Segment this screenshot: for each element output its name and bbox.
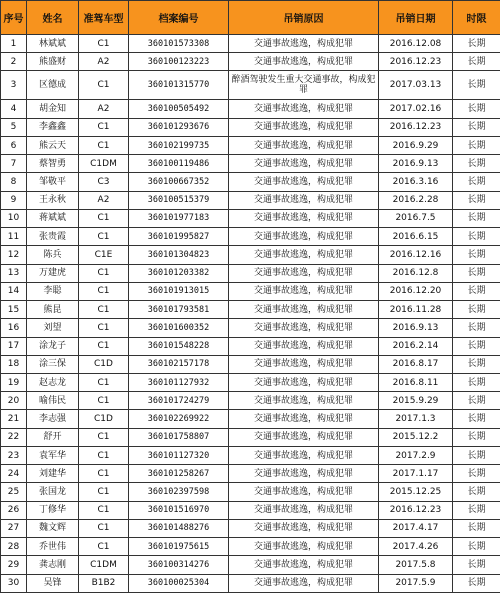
cell-name: 乔世伟	[27, 538, 79, 556]
cell-index: 22	[1, 428, 27, 446]
cell-file-no: 360101127932	[129, 373, 229, 391]
cell-license-type: C1	[79, 35, 129, 53]
cell-reason: 交通事故逃逸，构成犯罪	[229, 519, 379, 537]
cell-duration: 长期	[453, 319, 500, 337]
cell-file-no: 360101793581	[129, 301, 229, 319]
cell-duration: 长期	[453, 483, 500, 501]
cell-license-type: A2	[79, 53, 129, 71]
cell-duration: 长期	[453, 501, 500, 519]
cell-index: 7	[1, 155, 27, 173]
table-row	[1, 301, 500, 319]
cell-duration: 长期	[453, 136, 500, 154]
cell-index: 26	[1, 501, 27, 519]
cell-file-no: 360101913015	[129, 282, 229, 300]
cell-duration: 长期	[453, 209, 500, 227]
cell-date: 2016.7.5	[379, 209, 453, 227]
cell-reason: 醉酒驾驶发生重大交通事故，构成犯罪	[229, 71, 379, 100]
cell-index: 30	[1, 574, 27, 592]
cell-date: 2016.12.23	[379, 53, 453, 71]
cell-license-type: C1	[79, 501, 129, 519]
table-row	[1, 501, 500, 519]
cell-reason: 交通事故逃逸，构成犯罪	[229, 556, 379, 574]
cell-name: 舒开	[27, 428, 79, 446]
cell-name: 邹敬平	[27, 173, 79, 191]
cell-reason: 交通事故逃逸，构成犯罪	[229, 428, 379, 446]
cell-license-type: C1	[79, 538, 129, 556]
cell-index: 8	[1, 173, 27, 191]
cell-index: 1	[1, 35, 27, 53]
cell-name: 刘建华	[27, 465, 79, 483]
cell-date: 2017.03.13	[379, 71, 453, 100]
cell-reason: 交通事故逃逸，构成犯罪	[229, 538, 379, 556]
cell-name: 吴锋	[27, 574, 79, 592]
cell-reason: 交通事故逃逸，构成犯罪	[229, 209, 379, 227]
cell-date: 2017.5.8	[379, 556, 453, 574]
cell-file-no: 360100505492	[129, 100, 229, 118]
cell-duration: 长期	[453, 191, 500, 209]
cell-reason: 交通事故逃逸，构成犯罪	[229, 282, 379, 300]
cell-name: 张贵霞	[27, 228, 79, 246]
cell-index: 9	[1, 191, 27, 209]
cell-index: 4	[1, 100, 27, 118]
table-row	[1, 118, 500, 136]
table-row	[1, 556, 500, 574]
cell-date: 2016.6.15	[379, 228, 453, 246]
cell-date: 2016.12.16	[379, 246, 453, 264]
header-license-type: 准驾车型	[79, 1, 129, 35]
cell-date: 2016.11.28	[379, 301, 453, 319]
cell-reason: 交通事故逃逸，构成犯罪	[229, 501, 379, 519]
cell-file-no: 360101516970	[129, 501, 229, 519]
table-row	[1, 538, 500, 556]
cell-index: 16	[1, 319, 27, 337]
cell-file-no: 360102269922	[129, 410, 229, 428]
cell-date: 2016.12.08	[379, 35, 453, 53]
table-row	[1, 173, 500, 191]
cell-reason: 交通事故逃逸，构成犯罪	[229, 228, 379, 246]
cell-date: 2016.2.14	[379, 337, 453, 355]
cell-date: 2015.9.29	[379, 392, 453, 410]
cell-name: 喻伟民	[27, 392, 79, 410]
cell-file-no: 360101600352	[129, 319, 229, 337]
header-name: 姓名	[27, 1, 79, 35]
cell-file-no: 360101293676	[129, 118, 229, 136]
cell-file-no: 360100515379	[129, 191, 229, 209]
cell-duration: 长期	[453, 173, 500, 191]
cell-reason: 交通事故逃逸，构成犯罪	[229, 246, 379, 264]
table-row	[1, 100, 500, 118]
cell-date: 2016.12.23	[379, 501, 453, 519]
cell-duration: 长期	[453, 446, 500, 464]
cell-duration: 长期	[453, 392, 500, 410]
cell-reason: 交通事故逃逸，构成犯罪	[229, 100, 379, 118]
cell-reason: 交通事故逃逸，构成犯罪	[229, 264, 379, 282]
table-row	[1, 574, 500, 592]
header-duration: 时限	[453, 1, 500, 35]
cell-index: 24	[1, 465, 27, 483]
cell-date: 2016.2.28	[379, 191, 453, 209]
cell-file-no: 360101258267	[129, 465, 229, 483]
cell-reason: 交通事故逃逸，构成犯罪	[229, 319, 379, 337]
cell-license-type: A2	[79, 191, 129, 209]
table-row	[1, 410, 500, 428]
cell-license-type: C1	[79, 428, 129, 446]
cell-license-type: C1	[79, 136, 129, 154]
cell-file-no: 360101548228	[129, 337, 229, 355]
cell-license-type: C1D	[79, 410, 129, 428]
cell-duration: 长期	[453, 428, 500, 446]
cell-name: 区德成	[27, 71, 79, 100]
cell-date: 2017.02.16	[379, 100, 453, 118]
cell-duration: 长期	[453, 373, 500, 391]
cell-index: 19	[1, 373, 27, 391]
cell-file-no: 360101315770	[129, 71, 229, 100]
cell-reason: 交通事故逃逸，构成犯罪	[229, 574, 379, 592]
cell-duration: 长期	[453, 519, 500, 537]
cell-license-type: C1	[79, 228, 129, 246]
cell-date: 2017.4.17	[379, 519, 453, 537]
header-row	[1, 1, 500, 35]
cell-duration: 长期	[453, 246, 500, 264]
cell-name: 丁修华	[27, 501, 79, 519]
cell-license-type: C1	[79, 118, 129, 136]
cell-reason: 交通事故逃逸，构成犯罪	[229, 35, 379, 53]
cell-file-no: 360102397598	[129, 483, 229, 501]
cell-license-type: C1	[79, 465, 129, 483]
cell-index: 10	[1, 209, 27, 227]
table-row	[1, 155, 500, 173]
table-row	[1, 209, 500, 227]
cell-name: 熊云天	[27, 136, 79, 154]
cell-reason: 交通事故逃逸，构成犯罪	[229, 355, 379, 373]
cell-index: 14	[1, 282, 27, 300]
cell-name: 涂龙子	[27, 337, 79, 355]
cell-reason: 交通事故逃逸，构成犯罪	[229, 410, 379, 428]
cell-reason: 交通事故逃逸，构成犯罪	[229, 392, 379, 410]
table-row	[1, 282, 500, 300]
cell-index: 28	[1, 538, 27, 556]
header-reason: 吊销原因	[229, 1, 379, 35]
cell-license-type: C1	[79, 483, 129, 501]
table-row	[1, 136, 500, 154]
cell-date: 2016.8.11	[379, 373, 453, 391]
cell-duration: 长期	[453, 118, 500, 136]
cell-license-type: A2	[79, 100, 129, 118]
table-row	[1, 446, 500, 464]
cell-file-no: 360102199735	[129, 136, 229, 154]
cell-file-no: 360101203382	[129, 264, 229, 282]
cell-duration: 长期	[453, 35, 500, 53]
cell-reason: 交通事故逃逸，构成犯罪	[229, 483, 379, 501]
cell-reason: 交通事故逃逸，构成犯罪	[229, 155, 379, 173]
cell-name: 熊昆	[27, 301, 79, 319]
cell-name: 袁军华	[27, 446, 79, 464]
cell-index: 6	[1, 136, 27, 154]
cell-reason: 交通事故逃逸，构成犯罪	[229, 301, 379, 319]
cell-duration: 长期	[453, 53, 500, 71]
cell-date: 2015.12.2	[379, 428, 453, 446]
cell-name: 刘望	[27, 319, 79, 337]
cell-license-type: C1	[79, 282, 129, 300]
cell-index: 20	[1, 392, 27, 410]
table-row	[1, 519, 500, 537]
cell-license-type: C1	[79, 392, 129, 410]
cell-name: 蒋斌斌	[27, 209, 79, 227]
cell-name: 龚志刚	[27, 556, 79, 574]
cell-file-no: 360101724279	[129, 392, 229, 410]
cell-duration: 长期	[453, 410, 500, 428]
cell-index: 5	[1, 118, 27, 136]
cell-duration: 长期	[453, 465, 500, 483]
cell-index: 23	[1, 446, 27, 464]
cell-file-no: 360101304823	[129, 246, 229, 264]
cell-duration: 长期	[453, 228, 500, 246]
table-row	[1, 246, 500, 264]
cell-date: 2017.1.17	[379, 465, 453, 483]
cell-duration: 长期	[453, 556, 500, 574]
cell-license-type: C1	[79, 319, 129, 337]
cell-date: 2016.9.13	[379, 155, 453, 173]
cell-index: 21	[1, 410, 27, 428]
cell-license-type: C1	[79, 71, 129, 100]
cell-license-type: C1DM	[79, 155, 129, 173]
cell-name: 王永秋	[27, 191, 79, 209]
cell-name: 张国龙	[27, 483, 79, 501]
cell-reason: 交通事故逃逸，构成犯罪	[229, 337, 379, 355]
cell-file-no: 360100025304	[129, 574, 229, 592]
table-row	[1, 428, 500, 446]
cell-reason: 交通事故逃逸，构成犯罪	[229, 446, 379, 464]
table-row	[1, 191, 500, 209]
cell-index: 15	[1, 301, 27, 319]
cell-date: 2015.12.25	[379, 483, 453, 501]
cell-name: 林斌斌	[27, 35, 79, 53]
cell-date: 2016.9.13	[379, 319, 453, 337]
cell-file-no: 360101975615	[129, 538, 229, 556]
cell-file-no: 360101127320	[129, 446, 229, 464]
cell-license-type: C1	[79, 373, 129, 391]
header-file-no: 档案编号	[129, 1, 229, 35]
cell-name: 李聪	[27, 282, 79, 300]
cell-file-no: 360101573308	[129, 35, 229, 53]
cell-duration: 长期	[453, 100, 500, 118]
cell-file-no: 360100123223	[129, 53, 229, 71]
cell-file-no: 360101488276	[129, 519, 229, 537]
cell-name: 涂三保	[27, 355, 79, 373]
cell-duration: 长期	[453, 355, 500, 373]
cell-index: 27	[1, 519, 27, 537]
header-date: 吊销日期	[379, 1, 453, 35]
cell-file-no: 360101758807	[129, 428, 229, 446]
cell-duration: 长期	[453, 282, 500, 300]
cell-date: 2016.3.16	[379, 173, 453, 191]
cell-duration: 长期	[453, 301, 500, 319]
table-row	[1, 337, 500, 355]
table-row	[1, 319, 500, 337]
cell-index: 17	[1, 337, 27, 355]
cell-index: 29	[1, 556, 27, 574]
cell-duration: 长期	[453, 71, 500, 100]
cell-license-type: C1DM	[79, 556, 129, 574]
cell-name: 蔡智勇	[27, 155, 79, 173]
cell-date: 2016.12.23	[379, 118, 453, 136]
table-row	[1, 53, 500, 71]
cell-file-no: 360101977183	[129, 209, 229, 227]
cell-index: 3	[1, 71, 27, 100]
table-row	[1, 392, 500, 410]
cell-file-no: 360100119486	[129, 155, 229, 173]
cell-license-type: B1B2	[79, 574, 129, 592]
table-row	[1, 71, 500, 100]
cell-date: 2017.1.3	[379, 410, 453, 428]
cell-index: 2	[1, 53, 27, 71]
cell-license-type: C1	[79, 301, 129, 319]
cell-index: 13	[1, 264, 27, 282]
table-row	[1, 483, 500, 501]
cell-duration: 长期	[453, 538, 500, 556]
cell-date: 2017.5.9	[379, 574, 453, 592]
table-row	[1, 355, 500, 373]
cell-license-type: C1	[79, 209, 129, 227]
cell-license-type: C1E	[79, 246, 129, 264]
table-row	[1, 373, 500, 391]
cell-duration: 长期	[453, 155, 500, 173]
cell-reason: 交通事故逃逸，构成犯罪	[229, 53, 379, 71]
cell-license-type: C1D	[79, 355, 129, 373]
cell-date: 2016.8.17	[379, 355, 453, 373]
cell-name: 李鑫鑫	[27, 118, 79, 136]
cell-file-no: 360100314276	[129, 556, 229, 574]
cell-duration: 长期	[453, 574, 500, 592]
cell-date: 2016.12.8	[379, 264, 453, 282]
cell-reason: 交通事故逃逸，构成犯罪	[229, 373, 379, 391]
table-row	[1, 228, 500, 246]
cell-date: 2016.9.29	[379, 136, 453, 154]
cell-license-type: C1	[79, 446, 129, 464]
table-row	[1, 465, 500, 483]
cell-name: 赵志龙	[27, 373, 79, 391]
cell-date: 2016.12.20	[379, 282, 453, 300]
table-row	[1, 264, 500, 282]
cell-index: 11	[1, 228, 27, 246]
cell-name: 熊盛财	[27, 53, 79, 71]
cell-name: 魏文辉	[27, 519, 79, 537]
cell-index: 25	[1, 483, 27, 501]
cell-name: 万建虎	[27, 264, 79, 282]
cell-reason: 交通事故逃逸，构成犯罪	[229, 191, 379, 209]
cell-reason: 交通事故逃逸，构成犯罪	[229, 465, 379, 483]
cell-date: 2017.2.9	[379, 446, 453, 464]
cell-name: 胡金知	[27, 100, 79, 118]
cell-index: 12	[1, 246, 27, 264]
cell-file-no: 360101995827	[129, 228, 229, 246]
cell-reason: 交通事故逃逸，构成犯罪	[229, 136, 379, 154]
table-row	[1, 35, 500, 53]
cell-date: 2017.4.26	[379, 538, 453, 556]
cell-name: 陈兵	[27, 246, 79, 264]
cell-file-no: 360102157178	[129, 355, 229, 373]
cell-index: 18	[1, 355, 27, 373]
cell-license-type: C1	[79, 337, 129, 355]
cell-license-type: C1	[79, 264, 129, 282]
cell-duration: 长期	[453, 337, 500, 355]
header-index: 序号	[1, 1, 27, 35]
cell-license-type: C3	[79, 173, 129, 191]
cell-reason: 交通事故逃逸，构成犯罪	[229, 118, 379, 136]
cell-license-type: C1	[79, 519, 129, 537]
cell-duration: 长期	[453, 264, 500, 282]
cell-file-no: 360100667352	[129, 173, 229, 191]
cell-name: 李志强	[27, 410, 79, 428]
cell-reason: 交通事故逃逸，构成犯罪	[229, 173, 379, 191]
table-body	[1, 35, 500, 593]
